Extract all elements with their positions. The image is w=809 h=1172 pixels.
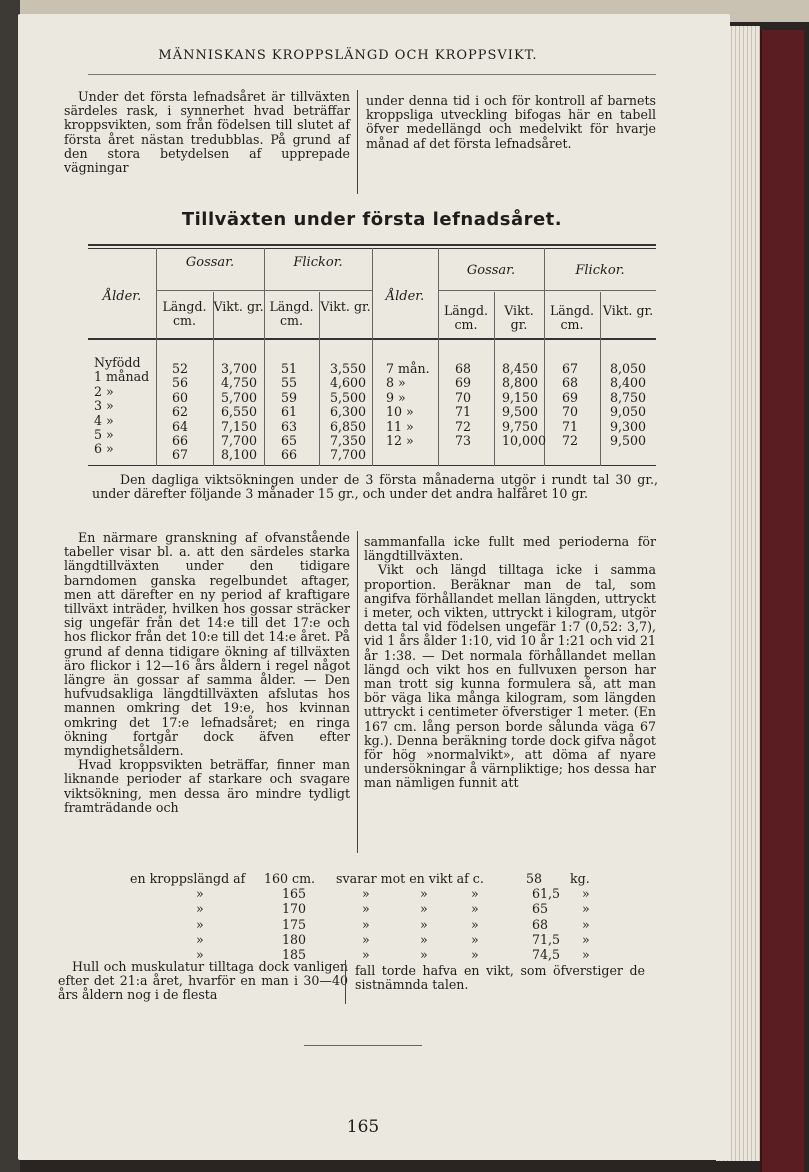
table-cell: Nyfödd	[94, 355, 141, 370]
body-right-column	[364, 535, 656, 791]
list-weight: 68	[532, 916, 549, 932]
table-cell: 9,500	[502, 404, 539, 420]
book-spine	[0, 0, 20, 1172]
body-left-paragraph: Hvad kroppsvikten beträffar, finner man liknande perioder af starkare och svagare viktsökning, men dessa äro mindre tydligt framträdande och	[64, 757, 350, 815]
book-cover-edge	[760, 30, 804, 1172]
table-top-rule	[88, 244, 656, 246]
list-ditto: »	[196, 916, 204, 932]
list-length: 180	[282, 931, 307, 947]
table-cell: 63	[281, 418, 298, 434]
footer-rule	[304, 1045, 422, 1046]
table-cell: 70	[455, 389, 472, 405]
right-boys-length-column	[455, 362, 471, 448]
table-cell: 8,100	[221, 447, 258, 463]
table-cell: 59	[281, 389, 298, 405]
list-unit: »	[582, 901, 590, 917]
list-ditto: »	[196, 946, 204, 962]
table-vline	[319, 292, 320, 466]
list-ditto: »	[420, 901, 428, 917]
table-cell: 52	[172, 361, 189, 376]
length-header: Längd. cm.	[162, 299, 207, 328]
table-cell: 9,500	[610, 432, 647, 448]
table-cell: 1 månad	[94, 369, 150, 385]
table-cell: 8,750	[610, 389, 647, 405]
body-right-paragraph: sammanfalla icke fullt med perioderna för längdtillväxten.	[364, 534, 656, 564]
list-ditto: »	[362, 931, 370, 947]
table-cell: 68	[455, 361, 472, 376]
list-unit: »	[582, 886, 590, 902]
left-boys-weight-column	[221, 362, 257, 463]
age-header-right: Ålder.	[385, 289, 425, 304]
list-unit: »	[582, 946, 590, 962]
column-divider	[357, 90, 358, 194]
right-age-column	[386, 362, 430, 448]
boys-header-right: Gossar.	[466, 263, 516, 278]
list-ditto: »	[196, 901, 204, 917]
table-vline	[438, 248, 439, 466]
table-title: Tillväxten under första lefnadsåret.	[181, 209, 563, 230]
closing-left-column	[58, 960, 348, 1003]
table-cell: 12 »	[386, 432, 414, 448]
list-intro: en kroppslängd af	[130, 871, 246, 886]
list-ditto: »	[362, 886, 370, 902]
list-unit: »	[582, 916, 590, 932]
list-ditto: »	[420, 946, 428, 962]
table-cell: 67	[562, 361, 579, 376]
list-ditto: »	[420, 916, 428, 932]
list-unit: kg.	[570, 871, 590, 886]
age-header-left: Ålder.	[102, 289, 142, 304]
table-vline	[156, 248, 157, 466]
table-cell: 5 »	[94, 426, 114, 442]
weight-header: Vikt. gr.	[320, 299, 371, 314]
height-weight-list	[130, 871, 600, 962]
length-header: Längd. cm.	[443, 303, 489, 332]
table-cell: 6,850	[330, 418, 367, 434]
table-cell: 6 »	[94, 441, 114, 457]
table-cell: 70	[562, 404, 579, 420]
table-cell: 9,750	[502, 418, 539, 434]
list-ditto: »	[420, 931, 428, 947]
table-vline	[372, 248, 373, 466]
list-ditto: »	[471, 946, 479, 962]
table-cell: 10 »	[386, 404, 414, 420]
table-cell: 8,800	[502, 375, 539, 391]
table-cell: 7,700	[330, 447, 367, 463]
table-cell: 55	[281, 375, 298, 391]
list-weight: 58	[526, 871, 543, 886]
list-ditto: »	[471, 931, 479, 947]
list-row	[130, 871, 600, 886]
table-cell: 4 »	[94, 412, 114, 428]
intro-left-column	[64, 90, 350, 175]
table-cell: 3,700	[221, 361, 258, 376]
table-cell: 8,050	[610, 361, 647, 376]
closing-left-text: Hull och muskulatur tilltaga dock vanligen efter det 21:a året, hvarför en man i 30—40 års åldern nog i de flesta	[58, 959, 348, 1003]
table-cell: 56	[172, 375, 189, 391]
table-cell: 8 »	[386, 375, 406, 391]
table-cell: 60	[172, 389, 189, 405]
table-cell: 69	[562, 389, 579, 405]
intro-right-text: under denna tid i och för kontroll af barnets kroppsliga utveckling bifogas här en tabell öfver medellängd och medelvikt för hvarje månad af det första lefnadsåret.	[366, 93, 656, 151]
table-vline	[600, 292, 601, 466]
weight-header: Vikt. gr.	[504, 303, 534, 332]
table-cell: 68	[562, 375, 579, 391]
page-number: 165	[346, 1117, 380, 1137]
table-cell: 7,150	[221, 418, 258, 434]
table-cell: 66	[281, 447, 298, 463]
table-cell: 7,700	[221, 432, 258, 448]
list-ditto: »	[471, 901, 479, 917]
running-header: MÄNNISKANS KROPPSLÄNGD OCH KROPPSVIKT.	[158, 48, 538, 63]
list-middle: svarar mot en vikt af c.	[336, 871, 484, 886]
list-ditto: »	[196, 886, 204, 902]
table-cell: 51	[281, 361, 298, 376]
left-age-column	[94, 356, 149, 457]
table-cell: 9,300	[610, 418, 647, 434]
table-cell: 6,300	[330, 404, 367, 420]
list-unit: »	[582, 931, 590, 947]
table-cell: 72	[562, 432, 579, 448]
table-cell: 5,500	[330, 389, 367, 405]
list-length: 160 cm.	[264, 871, 316, 886]
girls-header-right: Flickor.	[575, 263, 625, 278]
girls-header-left: Flickor.	[293, 255, 343, 270]
table-cell: 67	[172, 447, 189, 463]
length-header: Längd. cm.	[549, 303, 595, 332]
weight-header: Vikt. gr.	[213, 299, 264, 314]
intro-left-text: Under det första lefnadsåret är tillväxten särdeles rask, i synnerhet hvad beträffar kroppsvikten, som från födelsen till slutet af första året nästan tredubblas. På grund af den stora betydelsen af upprepade vägningar	[64, 89, 350, 176]
list-ditto: »	[420, 886, 428, 902]
left-girls-weight-column	[330, 362, 366, 463]
right-girls-weight-column	[610, 362, 646, 448]
table-cell: 3,550	[330, 361, 367, 376]
list-weight: 61,5	[532, 886, 561, 902]
list-weight: 74,5	[532, 946, 561, 962]
table-cell: 5,700	[221, 389, 258, 405]
table-cell: 6,550	[221, 404, 258, 420]
table-cell: 8,400	[610, 375, 647, 391]
body-left-paragraph: En närmare granskning af ofvanstående tabeller visar bl. a. att den särdeles starka längdtillväxten under den tidigare barndomen ganska regelbundet aftager, men att därefter en ny period af kraftigare tillväxt inträder, hvilken hos gossar sträcker sig ungefär från det 14:e till det 17:e och hos flickor från det 10:e till det 14:e året. På grund af denna tidigare ökning af tillväxten äro flickor i 12—16 års åldern i regel något längre än gossar af samma ålder. — Den hufvudsakliga längdtillväxten afslutas hos mannen omkring det 19:e, hos kvinnan omkring det 17:e lefnadsåret; en ringa ökning fortgår dock äfven efter myndighetsåldern.	[64, 530, 350, 759]
body-left-column	[64, 531, 350, 815]
column-divider	[345, 960, 346, 1004]
column-divider	[357, 531, 358, 853]
list-row	[130, 917, 600, 932]
list-ditto: »	[196, 931, 204, 947]
left-boys-length-column	[172, 362, 188, 463]
closing-right-text: fall torde hafva en vikt, som öfverstiger de sistnämnda talen.	[355, 963, 645, 993]
table-vline	[213, 292, 214, 466]
list-ditto: »	[362, 916, 370, 932]
table-cell: 3 »	[94, 398, 114, 414]
table-cell: 66	[172, 432, 189, 448]
list-length: 170	[282, 901, 307, 917]
table-cell: 73	[455, 432, 472, 448]
table-cell: 7,350	[330, 432, 367, 448]
table-cell: 9,150	[502, 389, 539, 405]
left-girls-length-column	[281, 362, 297, 463]
list-row	[130, 886, 600, 901]
list-length: 185	[282, 946, 307, 962]
table-cell: 65	[281, 432, 298, 448]
closing-right-column	[355, 964, 645, 992]
table-cell: 61	[281, 404, 298, 420]
right-boys-weight-column	[502, 362, 546, 448]
list-row	[130, 901, 600, 916]
table-cell: 69	[455, 375, 472, 391]
group-underline	[438, 290, 656, 291]
list-weight: 71,5	[532, 931, 561, 947]
table-cell: 8,450	[502, 361, 539, 376]
body-right-paragraph: Vikt och längd tilltaga icke i samma proportion. Beräknar man de tal, som angifva förhållandet mellan längden, uttryckt i meter, och vikten, uttryckt i kilogram, utgör detta tal vid födelsen ungefär 1:7 (0,52: 3,7), vid 1 års ålder 1:10, vid 10 år 1:21 och vid 21 år 1:38. — Det normala förhållandet mellan längd och vikt hos en fullvuxen person har man trott sig kunna formulera så, att man bör väga lika många kilogram, som längden uttryckt i centimeter öfverstiger 1 meter. (En 167 cm. lång person borde sålunda väga 67 kg.). Denna beräkning torde dock gifva något för hög »normalvikt», att döma af nyare undersökningar å värnpliktige; hos dessa har man nämligen funnit att	[364, 562, 656, 791]
weight-header: Vikt. gr.	[602, 303, 654, 318]
table-note: Den dagliga viktsökningen under de 3 första månaderna utgör i rundt tal 30 gr., under därefter följande 3 månader 15 gr., och under det andra halfåret 10 gr.	[92, 472, 658, 501]
intro-right-column	[366, 94, 656, 151]
table-cell: 71	[455, 404, 472, 420]
group-underline	[156, 290, 372, 291]
right-girls-length-column	[562, 362, 578, 448]
table-cell: 62	[172, 404, 189, 420]
list-ditto: »	[362, 901, 370, 917]
table-cell: 9 »	[386, 389, 406, 405]
table-vline	[264, 248, 265, 466]
list-ditto: »	[471, 916, 479, 932]
table-cell: 4,600	[330, 375, 367, 391]
list-ditto: »	[471, 886, 479, 902]
header-rule	[88, 74, 656, 75]
table-cell: 71	[562, 418, 579, 434]
book-page	[18, 14, 730, 1160]
table-cell: 4,750	[221, 375, 258, 391]
list-length: 175	[282, 916, 307, 932]
table-cell: 64	[172, 418, 189, 434]
table-cell: 11 »	[386, 418, 414, 434]
list-ditto: »	[362, 946, 370, 962]
table-cell: 72	[455, 418, 472, 434]
table-cell: 9,050	[610, 404, 647, 420]
length-header: Längd. cm.	[269, 299, 314, 328]
boys-header-left: Gossar.	[185, 255, 235, 270]
list-row	[130, 932, 600, 947]
list-weight: 65	[532, 901, 549, 917]
table-cell: 10,000	[502, 432, 547, 448]
table-cell: 7 mån.	[386, 361, 430, 376]
table-cell: 2 »	[94, 383, 114, 399]
list-length: 165	[282, 886, 307, 902]
growth-table	[88, 244, 656, 466]
